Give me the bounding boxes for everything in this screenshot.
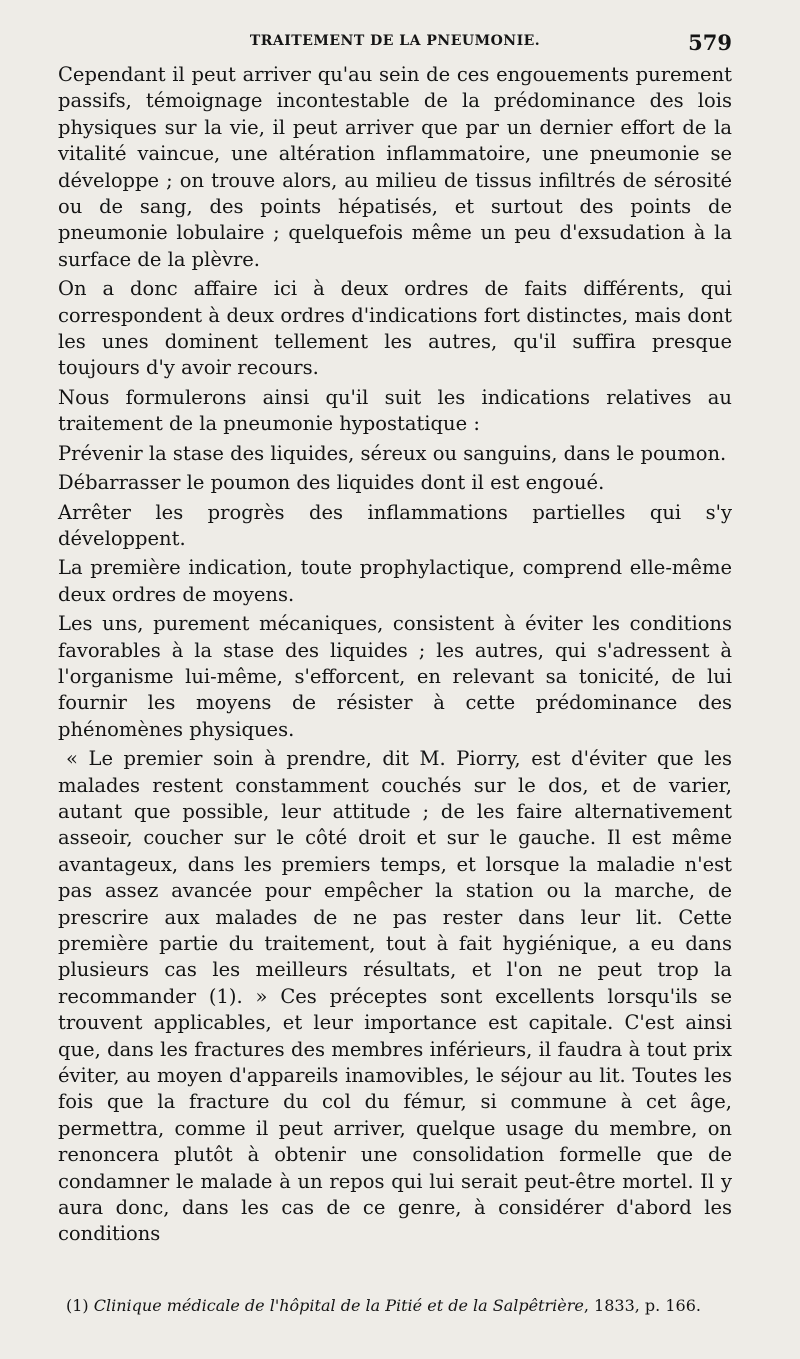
paragraph: Cependant il peut arriver qu'au sein de ces engouements purement passifs, témoignage incontestable de la prédominance des lois physiques sur la vie, il peut arriver que par un dernier effort de la vitalité vaincue, une altération inflammatoire, une pneumonie se développe ; on trouve alors, au milieu de tissus infiltrés de sérosité ou de sang, des points hépatisés, et surtout des points de pneumonie lobulaire ; quelquefois même un peu d'exsudation à la surface de la plèvre. xyxy=(58,63,732,271)
running-title: TRAITEMENT DE LA PNEUMONIE. xyxy=(249,33,541,49)
footnote-marker: (1) xyxy=(66,1296,94,1315)
body-text xyxy=(58,62,732,1248)
footnote xyxy=(66,1296,734,1316)
paragraph: La première indication, toute prophylactique, comprend elle-même deux ordres de moyens. xyxy=(58,556,732,606)
page-number: 579 xyxy=(688,30,732,55)
paragraph: On a donc affaire ici à deux ordres de faits différents, qui correspondent à deux ordres d'indications fort distinctes, mais dont les unes dominent tellement les autres, qu'il suffira presque toujours d'y avoir recours. xyxy=(58,277,732,380)
footnote-citation: Clinique médicale de l'hôpital de la Pitié et de la Salpêtrière xyxy=(93,1296,584,1315)
paragraph: Débarrasser le poumon des liquides dont il est engoué. xyxy=(58,471,605,495)
paragraph: « Le premier soin à prendre, dit M. Piorry, est d'éviter que les malades restent constamment couchés sur le dos, et de varier, autant que possible, leur attitude ; de les faire alternativement asseoir, coucher sur le côté droit et sur le gauche. Il est même avantageux, dans les premiers temps, et lorsque la maladie n'est pas assez avancée pour empêcher la station ou la marche, de prescrire aux malades de ne pas rester dans leur lit. Cette première partie du traitement, tout à fait hygiénique, a eu dans plusieurs cas les meilleurs résultats, et l'on ne peut trop la recommander (1). » Ces préceptes sont excellents lorsqu'ils se trouvent applicables, et leur importance est capitale. C'est ainsi que, dans les fractures des membres inférieurs, il faudra à tout prix éviter, au moyen d'appareils inamovibles, le séjour au lit. Toutes les fois que la fracture du col du fémur, si commune à cet âge, permettra, comme il peut arriver, quelque usage du membre, on renoncera plutôt à obtenir une consolidation formelle que de condamner le malade à un repos qui lui serait peut-être mortel. Il y aura donc, dans les cas de ce genre, à considérer d'abord les conditions xyxy=(58,747,732,1246)
paragraph: Les uns, purement mécaniques, consistent à éviter les conditions favorables à la stase des liquides ; les autres, qui s'adressent à l'organisme lui-même, s'efforcent, en relevant sa tonicité, de lui fournir les moyens de résister à cette prédominance des phénomènes physiques. xyxy=(58,612,732,741)
page-header xyxy=(58,30,732,62)
paragraph: Arrêter les progrès des inflammations partielles qui s'y développent. xyxy=(58,500,732,550)
paragraph: Prévenir la stase des liquides, séreux ou sanguins, dans le poumon. xyxy=(58,441,727,465)
paragraph: Nous formulerons ainsi qu'il suit les indications relatives au traitement de la pneumonie hypostatique : xyxy=(58,385,732,436)
footnote-details: , 1833, p. 166. xyxy=(583,1296,701,1315)
